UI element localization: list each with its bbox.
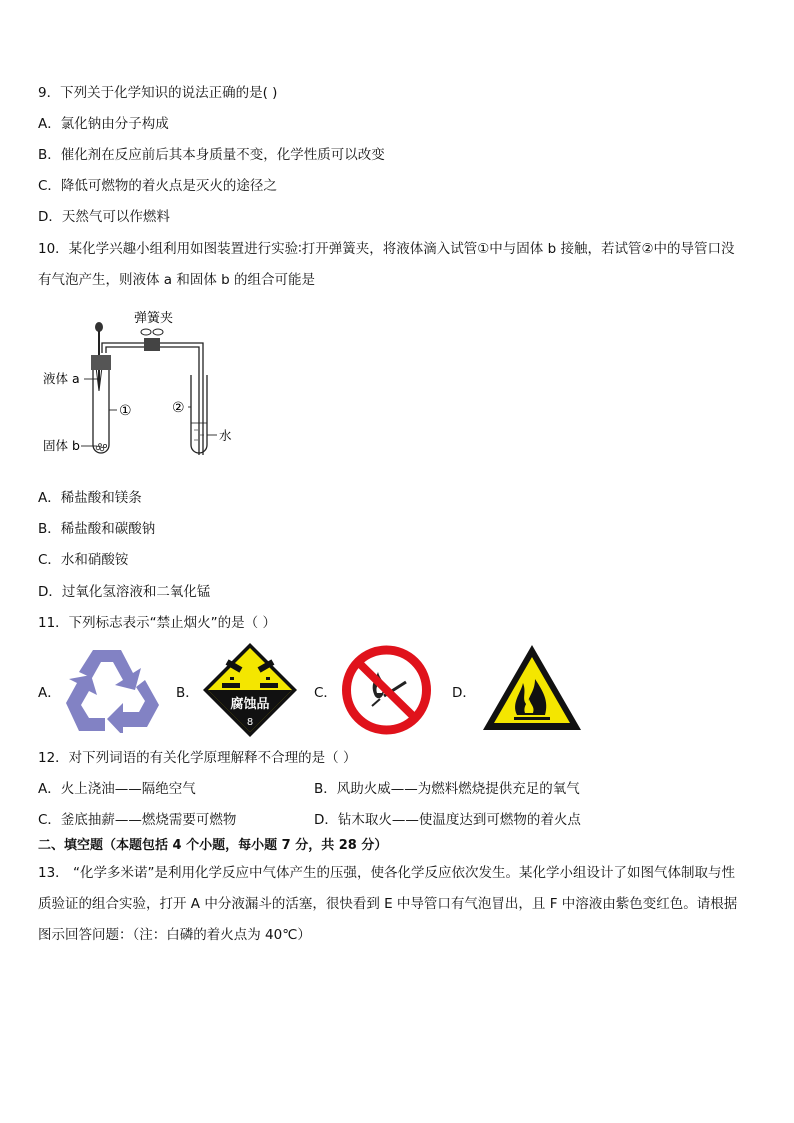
spring-clip-icon: [141, 329, 163, 351]
flammable-warning-sign-icon: [481, 643, 583, 732]
q12-stem: 12．对下列词语的有关化学原理解释不合理的是（ ）: [38, 750, 357, 766]
q12-option-c: C．釜底抽薪——燃烧需要可燃物: [38, 812, 237, 828]
q9-option-a: A．氯化钠由分子构成: [38, 116, 169, 132]
q10-stem-line2: 有气泡产生，则液体 a 和固体 b 的组合可能是: [38, 272, 316, 288]
q11-option-c-label: C．: [314, 685, 337, 701]
liquid-a-label: 液体 a: [43, 371, 80, 386]
clip-label: 弹簧夹: [134, 311, 174, 326]
q13-line2: 质验证的组合实验，打开 A 中分液漏斗的活塞，很快看到 E 中导管口有气泡冒出，且 F 中溶液由紫色变红色。请根据: [38, 896, 738, 912]
q10-option-c: C．水和硝酸铵: [38, 552, 129, 568]
q12-option-a: A．火上浇油——隔绝空气: [38, 781, 196, 797]
q12-option-d: D．钻木取火——使温度达到可燃物的着火点: [314, 812, 581, 828]
corrosive-text: 腐蚀品: [230, 697, 270, 712]
q9-option-b: B．催化剂在反应前后其本身质量不变，化学性质可以改变: [38, 147, 385, 163]
q13-line3: 图示回答问题：（注：白磷的着火点为 40℃）: [38, 927, 311, 943]
q11-stem: 11．下列标志表示“禁止烟火”的是（ ）: [38, 615, 276, 631]
tube1-label: ①: [119, 403, 132, 419]
water-label: 水: [219, 428, 232, 443]
q12-option-b: B．风助火威——为燃料燃烧提供充足的氧气: [314, 781, 580, 797]
q9-stem: 9．下列关于化学知识的说法正确的是( ): [38, 85, 278, 101]
no-fire-sign-icon: [340, 644, 433, 736]
q11-option-d-label: D．: [452, 685, 476, 701]
solid-b-label: 固体 b: [43, 438, 80, 453]
corrosive-sign-icon: [200, 641, 300, 739]
q9-option-d: D．天然气可以作燃料: [38, 209, 170, 225]
q10-option-b: B．稀盐酸和碳酸钠: [38, 521, 156, 537]
q11-option-a-label: A．: [38, 685, 61, 701]
q13-line1: 13． “化学多米诺”是利用化学反应中气体产生的压强，使各化学反应依次发生。某化学小组设计了如图气体制取与性: [38, 865, 735, 881]
tube2-label: ②: [172, 400, 185, 416]
corrosive-class-number: 8: [246, 717, 254, 728]
q10-apparatus-figure: [40, 305, 250, 465]
solid-b-granules: [96, 444, 106, 451]
q9-option-c: C．降低可燃物的着火点是灭火的途径之: [38, 178, 277, 194]
recycle-sign-icon: [63, 645, 161, 733]
q10-stem-line1: 10．某化学兴趣小组利用如图装置进行实验∶打开弹簧夹，将液体滴入试管①中与固体 b 接触，若试管②中的导管口没: [38, 241, 735, 257]
q11-option-b-label: B．: [176, 685, 199, 701]
q10-option-d: D．过氧化氢溶液和二氧化锰: [38, 584, 211, 600]
q10-option-a: A．稀盐酸和镁条: [38, 490, 142, 506]
section2-title: 二、填空题（本题包括 4 个小题，每小题 7 分，共 28 分）: [38, 838, 388, 853]
